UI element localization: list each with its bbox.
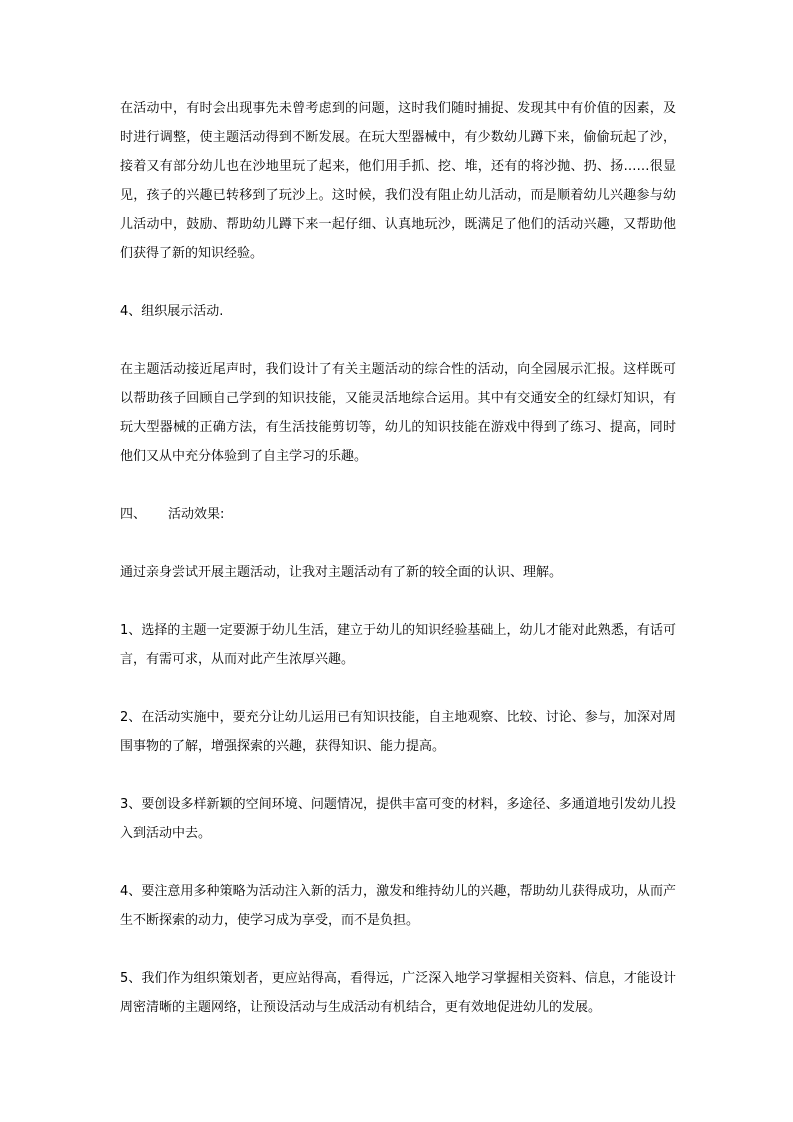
paragraph-point-5: 5、我们作为组织策划者，更应站得高，看得远，广泛深入地学习掌握相关资料、信息，才能设计周密清晰的主题网络，让预设活动与生成活动有机结合，更有效地促进幼儿的发展。 — [120, 971, 676, 1015]
paragraph-effect-intro: 通过亲身尝试开展主题活动，让我对主题活动有了新的较全面的认识、理解。 — [120, 565, 563, 580]
paragraph-point-4: 4、要注意用多种策略为活动注入新的活力，激发和维持幼儿的兴趣，帮助幼儿获得成功，从而产生不断探索的动力，使学习成为享受，而不是负担。 — [120, 884, 676, 928]
heading-organize-show: 4、组织展示活动. — [120, 304, 224, 319]
heading-label: 活动效果: — [168, 507, 225, 522]
heading-number: 四、 — [120, 507, 147, 522]
paragraph-adjustment: 在活动中，有时会出现事先未曾考虑到的问题，这时我们随时捕捉、发现其中有价值的因素，及时进行调整，使主题活动得到不断发展。在玩大型器械中，有少数幼儿蹲下来，偷偷玩起了沙，接着又有部分幼儿也在沙地里玩了起来，他们用手抓、挖、堆，还有的将沙抛、扔、扬……很显见，孩子的兴趣已转移到了玩沙上。这时候，我们没有阻止幼儿活动，而是顺着幼儿兴趣参与幼儿活动中，鼓励、帮助幼儿蹲下来一起仔细、认真地玩沙，既满足了他们的活动兴趣，又帮助他们获得了新的知识经验。 — [120, 101, 676, 261]
paragraph-point-1: 1、选择的主题一定要源于幼儿生活，建立于幼儿的知识经验基础上，幼儿才能对此熟悉，有话可言，有需可求，从而对此产生浓厚兴趣。 — [120, 623, 676, 667]
heading-activity-effect — [120, 500, 676, 529]
paragraph-point-2: 2、在活动实施中，要充分让幼儿运用已有知识技能，自主地观察、比较、讨论、参与，加深对周围事物的了解，增强探索的兴趣，获得知识、能力提高。 — [120, 710, 676, 754]
paragraph-show-activity: 在主题活动接近尾声时，我们设计了有关主题活动的综合性的活动，向全园展示汇报。这样既可以帮助孩子回顾自己学到的知识技能，又能灵活地综合运用。其中有交通安全的红绿灯知识，有玩大型器械的正确方法，有生活技能剪切等，幼儿的知识技能在游戏中得到了练习、提高，同时他们又从中充分体验到了自主学习的乐趣。 — [120, 362, 676, 464]
document-body — [120, 94, 676, 1051]
paragraph-point-3: 3、要创设多样新颖的空间环境、问题情况，提供丰富可变的材料，多途径、多通道地引发幼儿投入到活动中去。 — [120, 797, 676, 841]
